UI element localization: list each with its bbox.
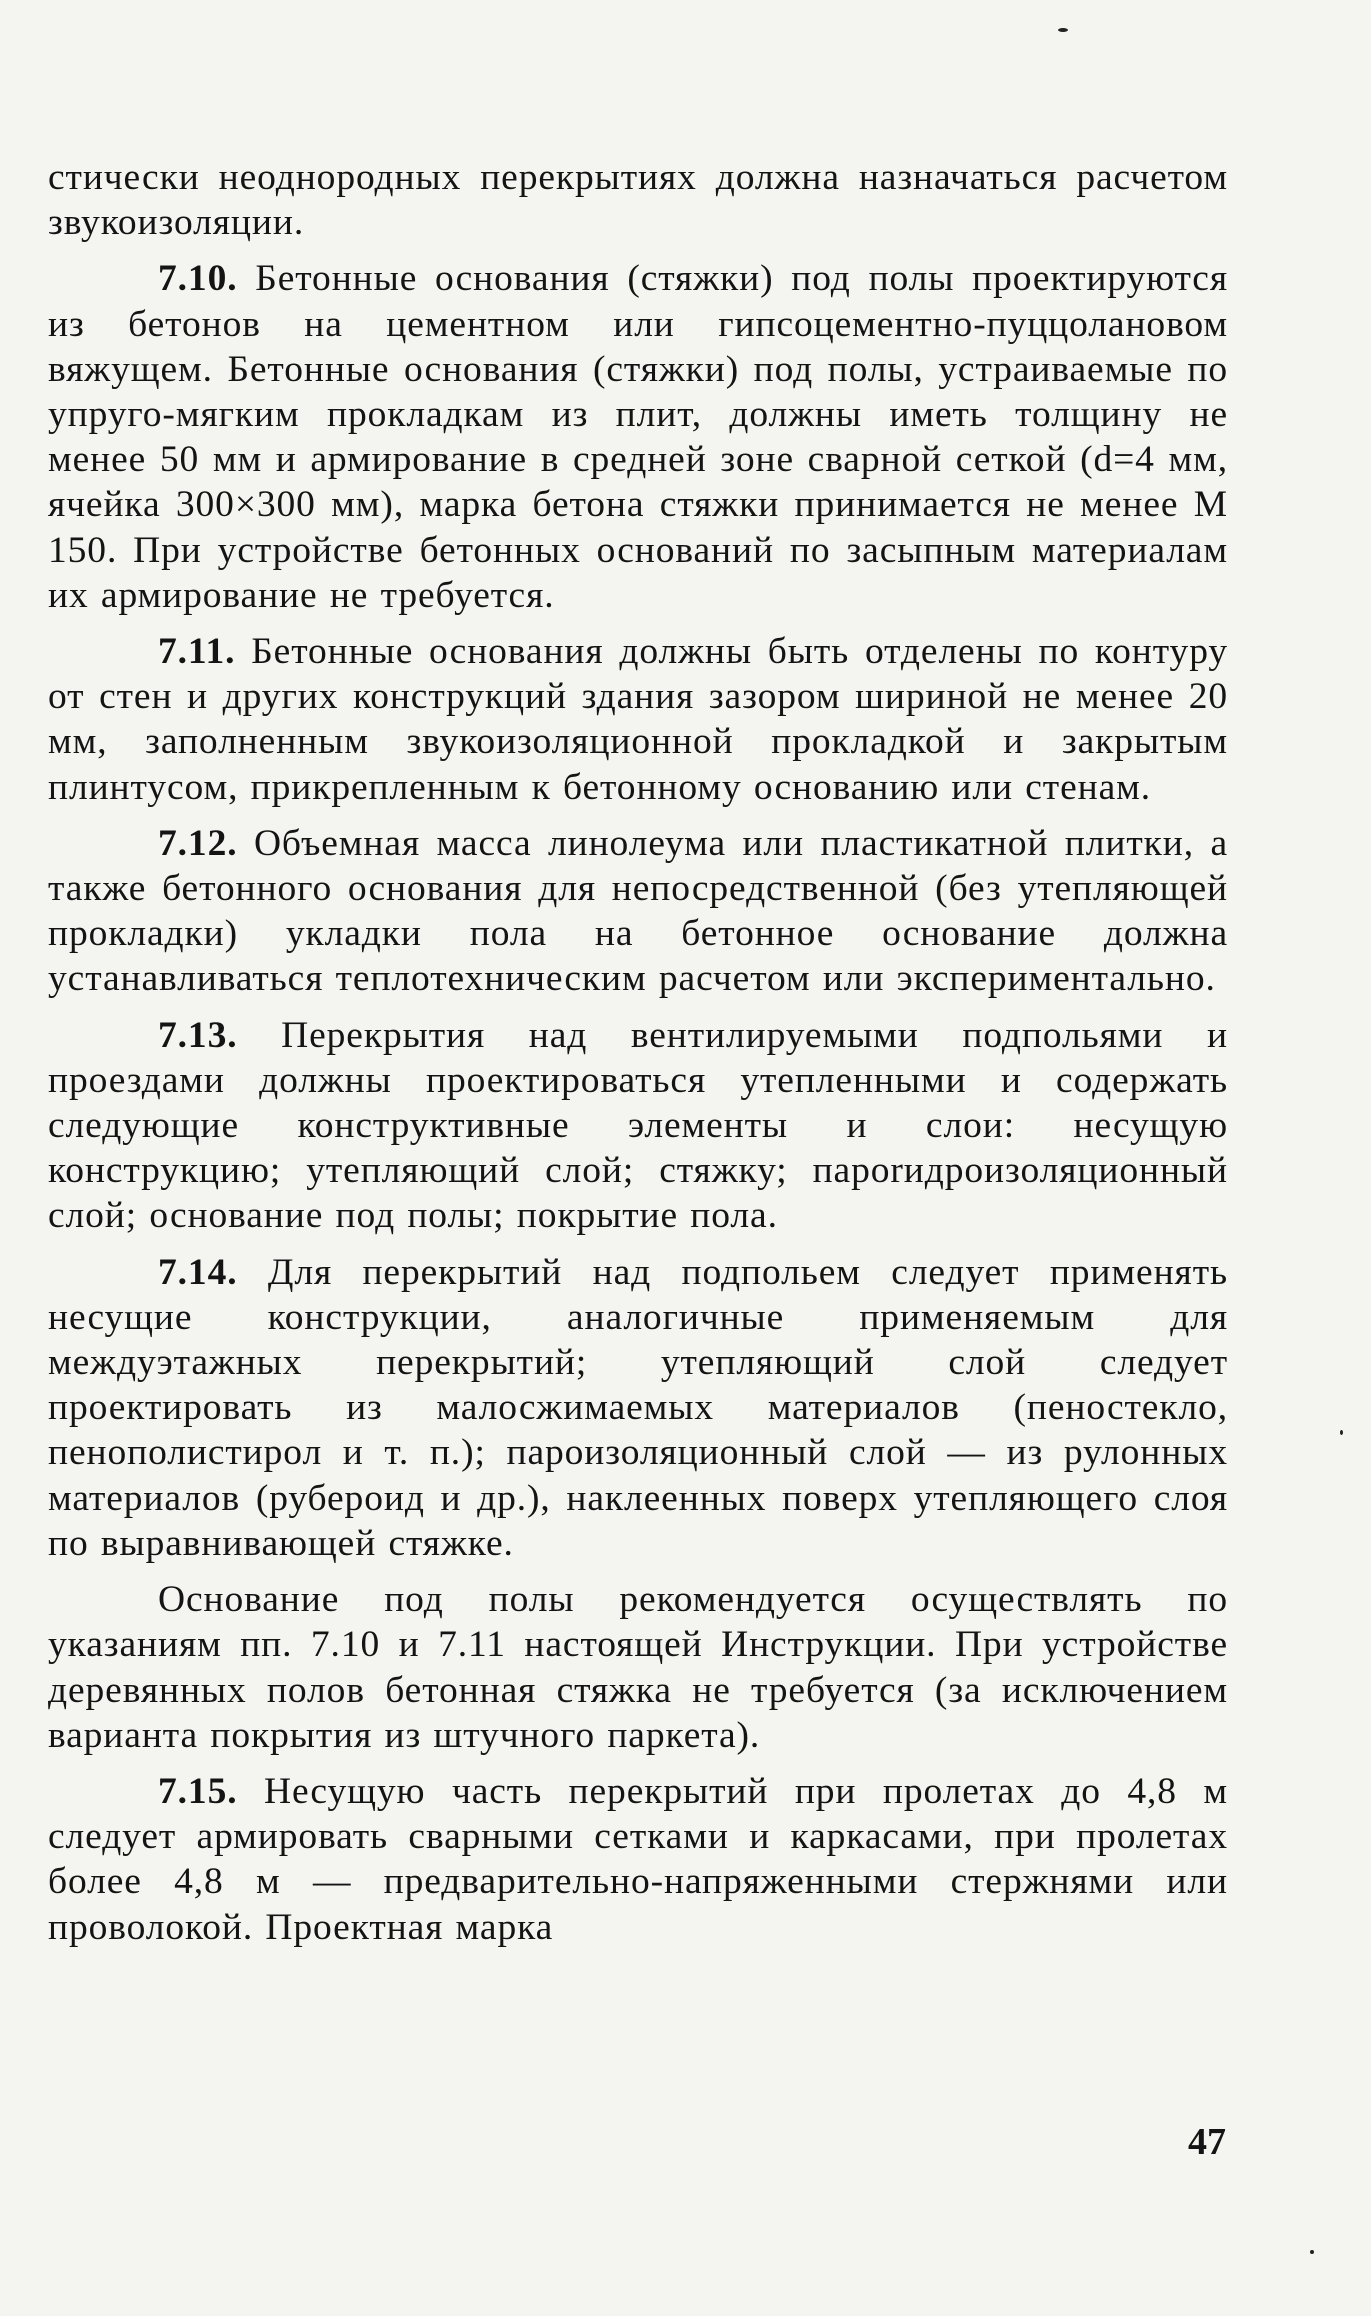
page-body <box>48 155 1228 1961</box>
paragraph-7-12 <box>48 821 1228 1002</box>
clause-number: 7.14. <box>158 1251 238 1293</box>
paragraph-text: Несущую часть перекрытий при пролетах до 4,8 м следует армировать сварными сетками и каркасами, при пролетах более 4,8 м — предварительно-напряженными стержнями или проволокой. Проектная марка <box>48 1770 1228 1948</box>
clause-number: 7.10. <box>158 258 238 300</box>
paragraph-continuation <box>48 155 1228 245</box>
clause-number: 7.15. <box>158 1770 238 1812</box>
scan-speck <box>1340 1430 1343 1435</box>
paragraph-text: Перекрытия над вентилируемыми подпольями и проездами должны проектироваться утепленными и содержать следующие конструктивные элементы и слои: несущую конструкцию; утепляющий слой; стяжку; пароrидроизоляционный слой; основание под полы; покрытие пола. <box>48 1014 1228 1237</box>
scan-speck <box>1310 2250 1314 2254</box>
paragraph-text: Для перекрытий над подпольем следует применять несущие конструкции, аналогичные применяемым для междуэтажных перекрытий; утепляющий слой следует проектировать из малосжимаемых материалов (пеностекло, пенополистирол и т. п.); пароизоляционный слой — из рулонных материалов (рубероид и др.), наклеенных поверх утепляющего слоя по выравнивающей стяжке. <box>48 1251 1228 1564</box>
scan-speck <box>1058 28 1068 32</box>
clause-number: 7.13. <box>158 1014 238 1056</box>
paragraph-text: Бетонные основания (стяжки) под полы проектируются из бетонов на цементном или гипсоцементно-пуццолановом вяжущем. Бетонные основания (стяжки) под полы, устраиваемые по упруго-мягким прокладкам из плит, должны иметь толщину не менее 50 мм и армирование в средней зоне сварной сеткой (d=4 мм, ячейка 300×300 мм), марка бетона стяжки принимается не менее М 150. При устройстве бетонных оснований по засыпным материалам их армирование не требуется. <box>48 258 1228 616</box>
paragraph-text: Объемная масса линолеума или пластикатной плитки, а также бетонного основания для непосредственной (без утепляющей прокладки) укладки пола на бетонное основание должна устанавливаться теплотехническим расчетом или экспериментально. <box>48 822 1228 1000</box>
paragraph-foundation-note <box>48 1577 1228 1758</box>
paragraph-7-11 <box>48 629 1228 810</box>
paragraph-7-14 <box>48 1250 1228 1566</box>
paragraph-text: Основание под полы рекомендуется осуществлять по указаниям пп. 7.10 и 7.11 настоящей Инструкции. При устройстве деревянных полов бетонная стяжка не требуется (за исключением варианта покрытия из штучного паркета). <box>48 1579 1228 1756</box>
paragraph-7-15 <box>48 1769 1228 1950</box>
paragraph-7-13 <box>48 1013 1228 1239</box>
clause-number: 7.11. <box>158 631 236 673</box>
paragraph-text: Бетонные основания должны быть отделены по контуру от стен и других конструкций здания зазором шириной не менее 20 мм, заполненным звукоизоляционной прокладкой и закрытым плинтусом, прикрепленным к бетонному основанию или стенам. <box>48 631 1228 808</box>
paragraph-7-10 <box>48 256 1228 618</box>
paragraph-text: стически неоднородных перекрытиях должна назначаться расчетом звукоизоляции. <box>48 157 1228 244</box>
page-number: 47 <box>1188 2121 1226 2163</box>
clause-number: 7.12. <box>158 822 238 864</box>
